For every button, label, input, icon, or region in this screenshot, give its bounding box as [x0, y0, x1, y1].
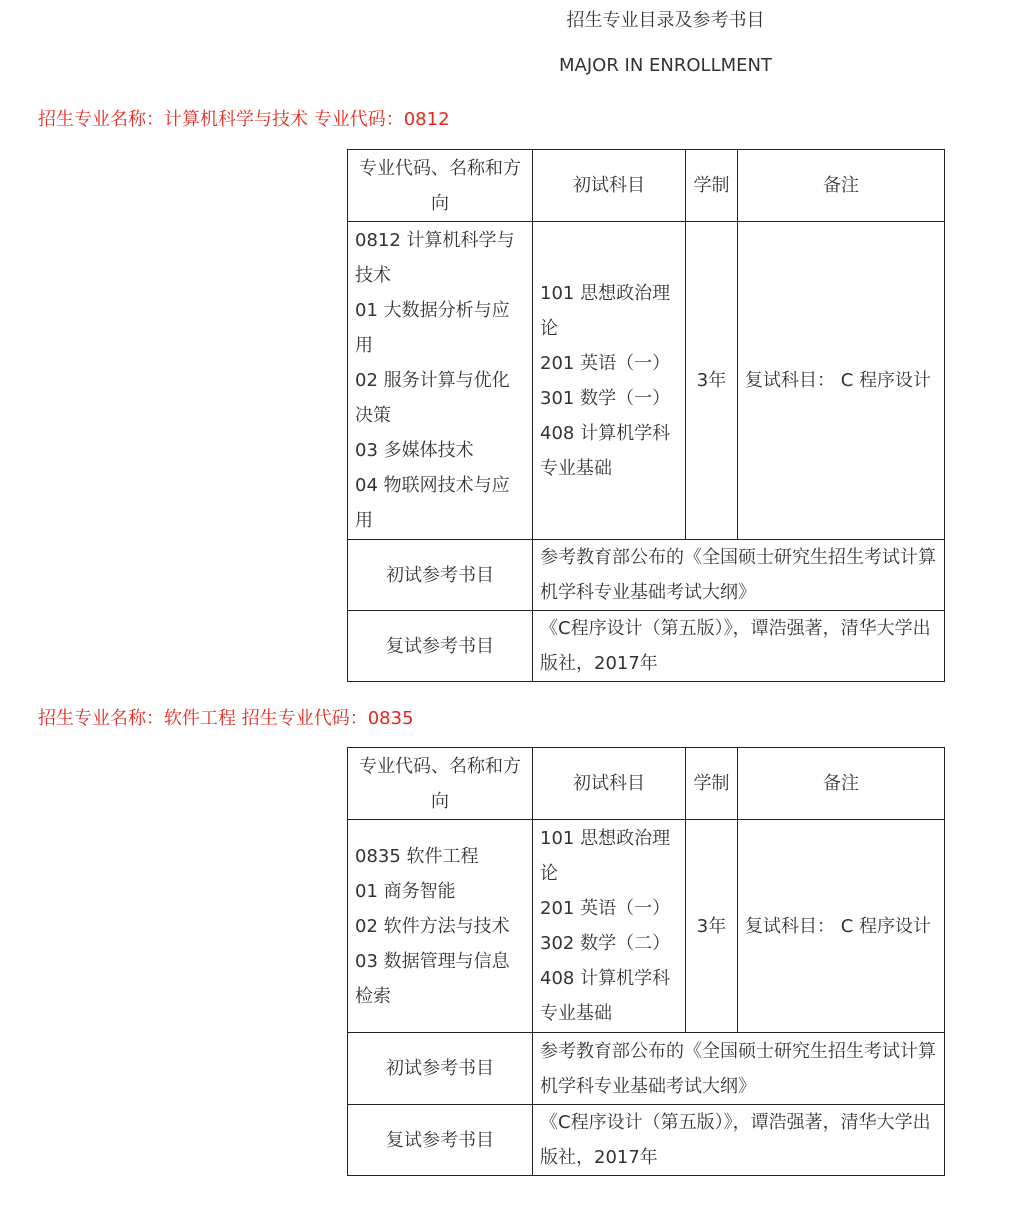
notes-cell: 复试科目： C 程序设计	[738, 222, 945, 540]
retest-books-value: 《C程序设计（第五版）》，谭浩强著，清华大学出版社，2017年	[533, 1105, 945, 1176]
retest-books-value: 《C程序设计（第五版）》，谭浩强著，清华大学出版社，2017年	[533, 611, 945, 682]
major-heading-cs: 招生专业名称：计算机科学与技术 专业代码：0812	[38, 109, 450, 130]
code-line: 02 软件方法与技术	[355, 915, 510, 937]
code-line: 0835 软件工程	[355, 845, 479, 867]
exam-line: 408 计算机学科专业基础	[540, 422, 671, 479]
prelim-books-value: 参考教育部公布的《全国硕士研究生招生考试计算机学科专业基础考试大纲》	[533, 1033, 945, 1105]
code-line: 0812 计算机科学与技术	[355, 230, 515, 286]
code-line: 01 大数据分析与应用	[355, 300, 510, 356]
retest-books-label: 复试参考书目	[348, 611, 533, 682]
prelim-books-label: 初试参考书目	[348, 540, 533, 611]
prelim-books-label: 初试参考书目	[348, 1033, 533, 1105]
header-notes: 备注	[738, 748, 945, 820]
exam-line: 101 思想政治理论	[540, 828, 671, 884]
notes-cell: 复试科目： C 程序设计	[738, 820, 945, 1033]
header-exam: 初试科目	[533, 748, 686, 820]
duration-cell: 3年	[686, 222, 738, 540]
code-cell	[348, 222, 533, 540]
header-exam: 初试科目	[533, 150, 686, 222]
exam-line: 302 数学（二）	[540, 933, 671, 954]
major-heading-se: 招生专业名称：软件工程 招生专业代码：0835	[38, 708, 414, 729]
exam-line: 408 计算机学科专业基础	[540, 968, 671, 1024]
exam-cell	[533, 222, 686, 540]
retest-books-label: 复试参考书目	[348, 1105, 533, 1176]
exam-line: 201 英语（一）	[540, 898, 671, 919]
header-code-name: 专业代码、名称和方向	[348, 150, 533, 222]
page-title: 招生专业目录及参考书目	[566, 10, 765, 31]
major-table-cs	[347, 149, 945, 682]
code-cell	[348, 820, 533, 1033]
duration-cell: 3年	[686, 820, 738, 1033]
code-line: 04 物联网技术与应用	[355, 475, 510, 531]
code-line: 03 多媒体技术	[355, 440, 474, 461]
page-subtitle: MAJOR IN ENROLLMENT	[559, 55, 772, 76]
code-line: 03 数据管理与信息检索	[355, 950, 510, 1007]
header-notes: 备注	[738, 150, 945, 222]
major-table-se	[347, 747, 945, 1176]
code-line: 01 商务智能	[355, 880, 456, 902]
exam-cell	[533, 820, 686, 1033]
header-code-name: 专业代码、名称和方向	[348, 748, 533, 820]
prelim-books-value: 参考教育部公布的《全国硕士研究生招生考试计算机学科专业基础考试大纲》	[533, 540, 945, 611]
header-duration: 学制	[686, 748, 738, 820]
exam-line: 101 思想政治理论	[540, 282, 671, 339]
code-line: 02 服务计算与优化决策	[355, 370, 510, 426]
exam-line: 201 英语（一）	[540, 352, 671, 374]
header-duration: 学制	[686, 150, 738, 222]
exam-line: 301 数学（一）	[540, 387, 671, 409]
